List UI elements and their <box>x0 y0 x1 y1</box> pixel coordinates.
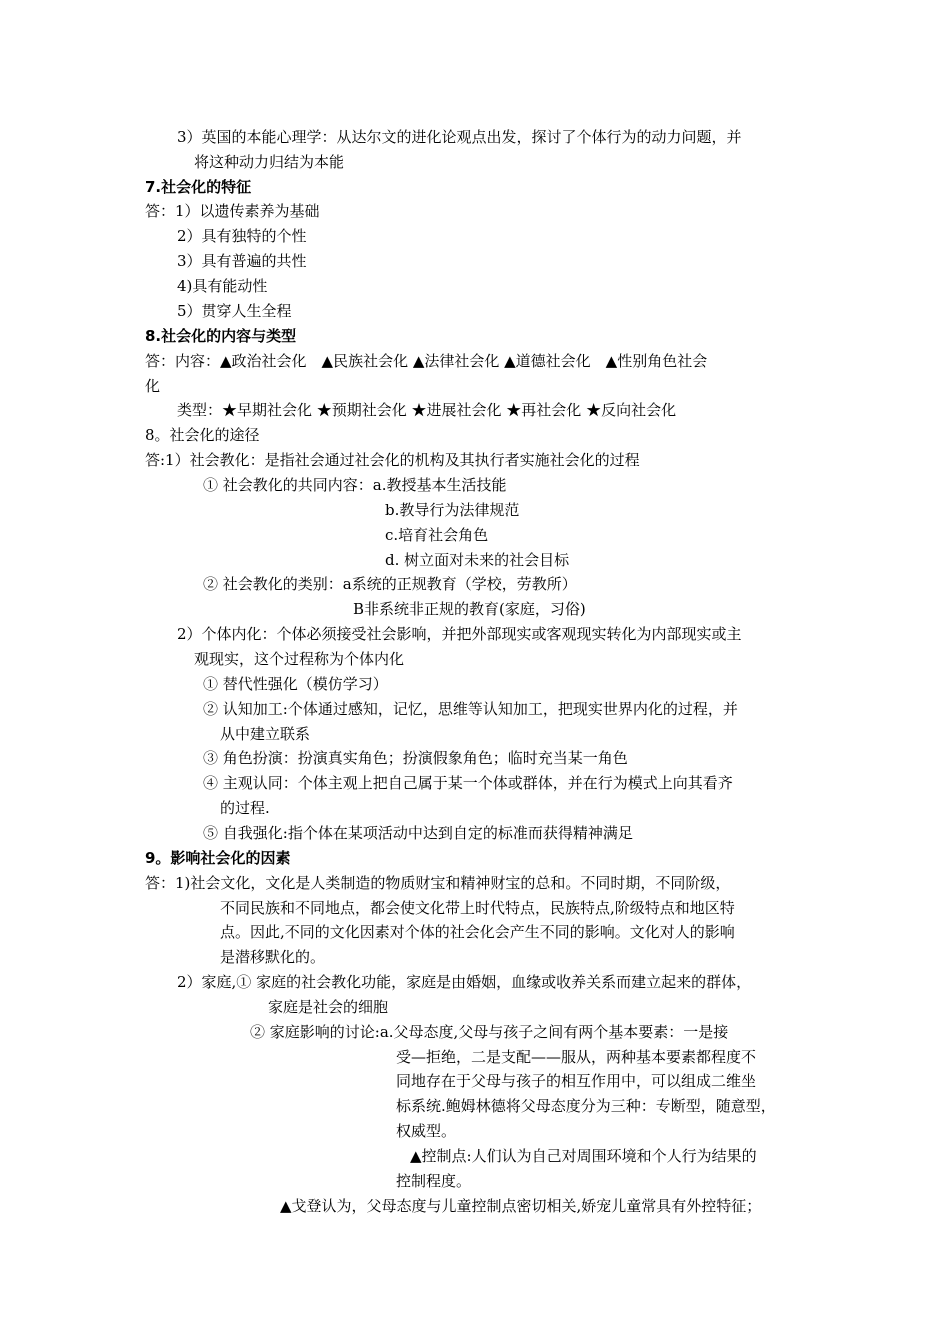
section-heading: 7.社会化的特征 <box>145 178 252 196</box>
text-line: 不同民族和不同地点，都会使文化带上时代特点，民族特点,阶级特点和地区特 <box>220 899 735 917</box>
text-line: 将这种动力归结为本能 <box>194 153 345 171</box>
section-heading: 8。社会化的途径 <box>145 426 260 444</box>
text-line: ④ 主观认同：个体主观上把自己属于某一个体或群体，并在行为模式上向其看齐 <box>203 774 733 792</box>
text-line: 从中建立联系 <box>220 725 311 743</box>
text-line: B非系统非正规的教育(家庭，习俗) <box>353 600 586 618</box>
text-line: ▲控制点:人们认为自己对周围环境和个人行为结果的 <box>410 1147 757 1165</box>
section-heading: 8.社会化的内容与类型 <box>145 327 297 345</box>
text-line: 3）英国的本能心理学：从达尔文的进化论观点出发，探讨了个体行为的动力问题，并 <box>177 128 742 146</box>
text-line: 权威型。 <box>396 1122 457 1140</box>
text-line: 家庭是社会的细胞 <box>268 998 389 1016</box>
text-line: 3）具有普遍的共性 <box>177 252 307 270</box>
text-line: 控制程度。 <box>396 1172 472 1190</box>
text-line: 受—拒绝，二是支配——服从，两种基本要素都程度不 <box>396 1048 757 1066</box>
text-line: 2）个体内化：个体必须接受社会影响，并把外部现实或客观现实转化为内部现实或主 <box>177 625 742 643</box>
text-line: ⑤ 自我强化:指个体在某项活动中达到自定的标准而获得精神满足 <box>203 824 633 842</box>
text-line: 的过程. <box>220 799 270 817</box>
text-line: 点。因此,不同的文化因素对个体的社会化会产生不同的影响。文化对人的影响 <box>220 923 735 941</box>
text-line: 2）家庭,① 家庭的社会教化功能，家庭是由婚姻，血缘或收养关系而建立起来的群体， <box>177 973 752 991</box>
text-line: ② 家庭影响的讨论:a.父母态度,父母与孩子之间有两个基本要素：一是接 <box>250 1023 729 1041</box>
text-line: ② 认知加工:个体通过感知，记忆，思维等认知加工，把现实世界内化的过程，并 <box>203 700 738 718</box>
text-line: 是潜移默化的。 <box>220 948 326 966</box>
text-line: 同地存在于父母与孩子的相互作用中，可以组成二维坐 <box>396 1072 757 1090</box>
section-heading: 9。影响社会化的因素 <box>145 849 291 867</box>
text-line: 答：1）以遗传素养为基础 <box>145 202 320 220</box>
text-line: 化 <box>145 377 161 395</box>
text-line: 标系统.鲍姆林德将父母态度分为三种：专断型，随意型， <box>396 1097 776 1115</box>
text-line: 2）具有独特的个性 <box>177 227 307 245</box>
text-line: 类型：★早期社会化 ★预期社会化 ★进展社会化 ★再社会化 ★反向社会化 <box>177 401 677 419</box>
text-line: 5）贯穿人生全程 <box>177 302 292 320</box>
text-line: 答：内容：▲政治社会化 ▲民族社会化 ▲法律社会化 ▲道德社会化 ▲性别角色社会 <box>145 352 708 370</box>
text-line: c.培育社会角色 <box>385 526 489 544</box>
text-line: ② 社会教化的类别：a系统的正规教育（学校，劳教所） <box>203 575 577 593</box>
text-line: 答:1）社会教化：是指社会通过社会化的机构及其执行者实施社会化的过程 <box>145 451 640 469</box>
text-line: ▲戈登认为，父母态度与儿童控制点密切相关,娇宠儿童常具有外控特征； <box>280 1197 762 1215</box>
text-line: 答：1)社会文化，文化是人类制造的物质财宝和精神财宝的总和。不同时期，不同阶级， <box>145 874 731 892</box>
text-line: ③ 角色扮演：扮演真实角色；扮演假象角色；临时充当某一角色 <box>203 749 628 767</box>
text-line: ① 社会教化的共同内容：a.教授基本生活技能 <box>203 476 507 494</box>
text-line: d. 树立面对未来的社会目标 <box>385 551 570 569</box>
text-line: b.教导行为法律规范 <box>385 501 520 519</box>
text-line: ① 替代性强化（模仿学习） <box>203 675 388 693</box>
text-line: 4)具有能动性 <box>177 277 268 295</box>
text-line: 观现实，这个过程称为个体内化 <box>194 650 405 668</box>
